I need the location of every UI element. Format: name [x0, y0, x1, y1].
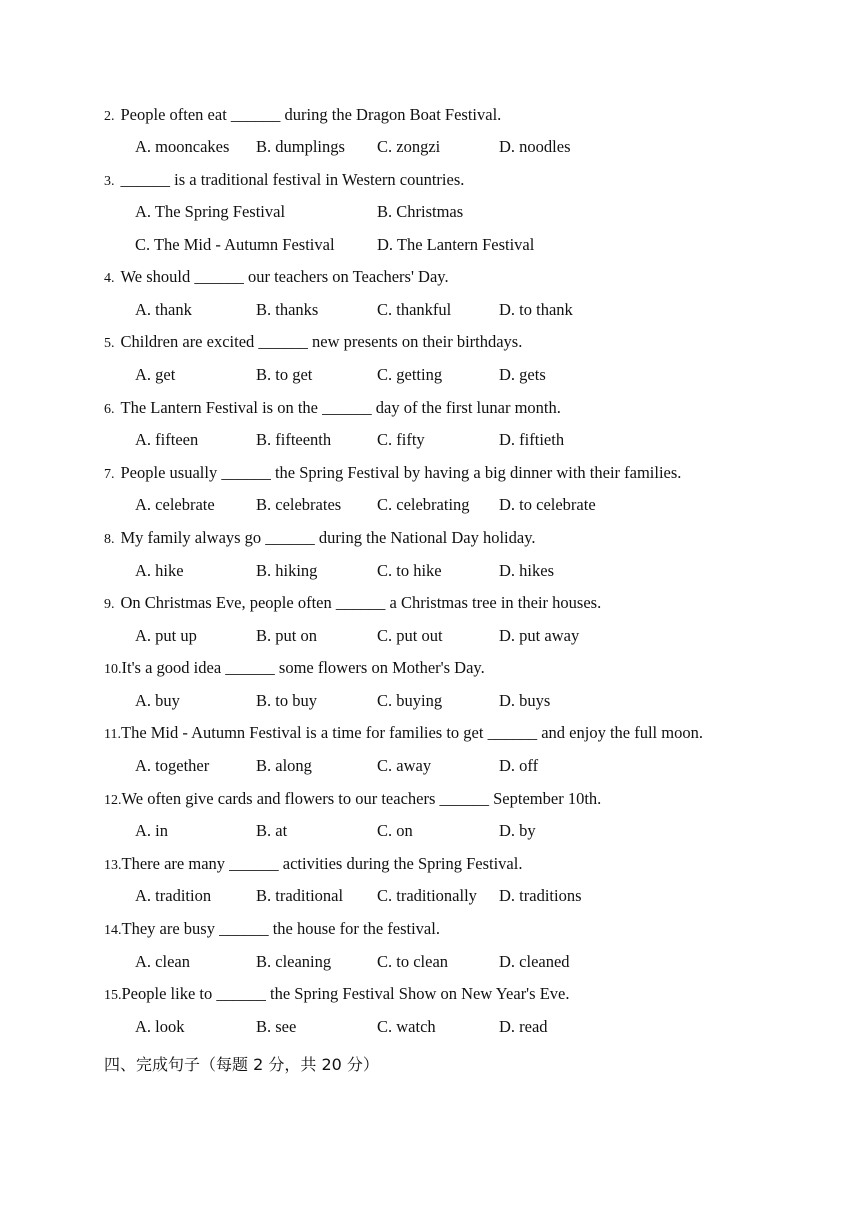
- question-text: Children are excited ______ new presents on their birthdays.: [120, 332, 523, 351]
- question-number: 2.: [104, 109, 115, 124]
- question-number: 7.: [104, 467, 115, 482]
- option-d: D. to celebrate: [499, 495, 596, 514]
- question-12: [104, 787, 601, 811]
- question-number: 10.: [104, 662, 122, 677]
- option-d: D. read: [499, 1017, 548, 1036]
- option-c: C. The Mid - Autumn Festival: [135, 235, 335, 254]
- question-number: 12.: [104, 793, 122, 808]
- option-d: D. to thank: [499, 300, 573, 319]
- option-d: D. noodles: [499, 137, 571, 156]
- option-b: B. cleaning: [256, 952, 332, 971]
- option-a: A. look: [135, 1017, 185, 1036]
- question-9: [104, 591, 601, 615]
- option-b: B. at: [256, 821, 288, 840]
- question-number: 4.: [104, 271, 115, 286]
- question-4: [104, 265, 449, 289]
- option-c: C. thankful: [377, 300, 452, 319]
- option-d: D. by: [499, 821, 536, 840]
- question-text: They are busy ______ the house for the festival.: [121, 919, 440, 938]
- question-number: 9.: [104, 597, 115, 612]
- option-c: C. on: [377, 821, 413, 840]
- question-text: My family always go ______ during the National Day holiday.: [120, 528, 536, 547]
- question-number: 15.: [104, 988, 122, 1003]
- question-text: On Christmas Eve, people often ______ a Christmas tree in their houses.: [120, 593, 602, 612]
- question-text: The Lantern Festival is on the ______ day of the first lunar month.: [120, 398, 561, 417]
- question-text: There are many ______ activities during the Spring Festival.: [121, 854, 523, 873]
- option-c: C. traditionally: [377, 886, 477, 905]
- question-text: People often eat ______ during the Dragon Boat Festival.: [120, 105, 502, 124]
- option-c: C. fifty: [377, 430, 425, 449]
- option-b: B. along: [256, 756, 312, 775]
- option-a: A. thank: [135, 300, 192, 319]
- option-c: C. zongzi: [377, 137, 441, 156]
- option-c: C. buying: [377, 691, 443, 710]
- question-text: We often give cards and flowers to our teachers ______ September 10th.: [121, 789, 602, 808]
- section-heading: 四、完成句子（每题 2 分，共 20 分）: [104, 1055, 379, 1074]
- option-c: C. to hike: [377, 561, 442, 580]
- question-14: [104, 917, 440, 941]
- question-number: 14.: [104, 923, 122, 938]
- option-d: D. gets: [499, 365, 546, 384]
- option-b: B. fifteenth: [256, 430, 332, 449]
- option-d: D. buys: [499, 691, 551, 710]
- option-a: A. mooncakes: [135, 137, 230, 156]
- option-c: C. watch: [377, 1017, 436, 1036]
- option-d: D. The Lantern Festival: [377, 235, 535, 254]
- option-a: A. get: [135, 365, 176, 384]
- question-7: [104, 461, 681, 485]
- option-b: B. put on: [256, 626, 317, 645]
- question-text: ______ is a traditional festival in Western countries.: [120, 170, 465, 189]
- question-11: [104, 721, 703, 745]
- question-8: [104, 526, 536, 550]
- question-10: [104, 656, 485, 680]
- option-a: A. in: [135, 821, 168, 840]
- option-a: A. hike: [135, 561, 184, 580]
- question-6: [104, 396, 561, 420]
- question-5: [104, 330, 522, 354]
- option-a: A. celebrate: [135, 495, 215, 514]
- question-15: [104, 982, 569, 1006]
- option-d: D. put away: [499, 626, 580, 645]
- option-c: C. celebrating: [377, 495, 470, 514]
- option-b: B. hiking: [256, 561, 318, 580]
- question-number: 3.: [104, 174, 115, 189]
- question-13: [104, 852, 522, 876]
- option-d: D. fiftieth: [499, 430, 565, 449]
- question-number: 8.: [104, 532, 115, 547]
- option-b: B. to buy: [256, 691, 317, 710]
- option-a: A. put up: [135, 626, 197, 645]
- option-b: B. dumplings: [256, 137, 345, 156]
- option-c: C. put out: [377, 626, 443, 645]
- option-b: B. celebrates: [256, 495, 342, 514]
- question-text: It's a good idea ______ some flowers on Mother's Day.: [121, 658, 485, 677]
- option-d: D. off: [499, 756, 539, 775]
- question-number: 5.: [104, 336, 115, 351]
- question-text: The Mid - Autumn Festival is a time for families to get ______ and enjoy the full moon.: [120, 723, 703, 742]
- option-b: B. thanks: [256, 300, 319, 319]
- question-number: 13.: [104, 858, 122, 873]
- option-b: B. to get: [256, 365, 313, 384]
- option-b: B. see: [256, 1017, 297, 1036]
- option-a: A. The Spring Festival: [135, 202, 286, 221]
- option-a: A. clean: [135, 952, 190, 971]
- question-number: 6.: [104, 402, 115, 417]
- question-2: [104, 103, 501, 127]
- question-text: People like to ______ the Spring Festival Show on New Year's Eve.: [121, 984, 570, 1003]
- question-3: [104, 168, 464, 192]
- option-a: A. buy: [135, 691, 180, 710]
- option-d: D. hikes: [499, 561, 554, 580]
- option-b: B. Christmas: [377, 202, 464, 221]
- option-c: C. away: [377, 756, 432, 775]
- option-d: D. traditions: [499, 886, 582, 905]
- option-c: C. to clean: [377, 952, 449, 971]
- question-text: We should ______ our teachers on Teachers' Day.: [120, 267, 449, 286]
- question-number: 11.: [104, 727, 121, 742]
- question-text: People usually ______ the Spring Festival by having a big dinner with their families.: [120, 463, 682, 482]
- option-a: A. fifteen: [135, 430, 199, 449]
- option-d: D. cleaned: [499, 952, 570, 971]
- option-c: C. getting: [377, 365, 443, 384]
- option-a: A. tradition: [135, 886, 212, 905]
- option-b: B. traditional: [256, 886, 344, 905]
- option-a: A. together: [135, 756, 210, 775]
